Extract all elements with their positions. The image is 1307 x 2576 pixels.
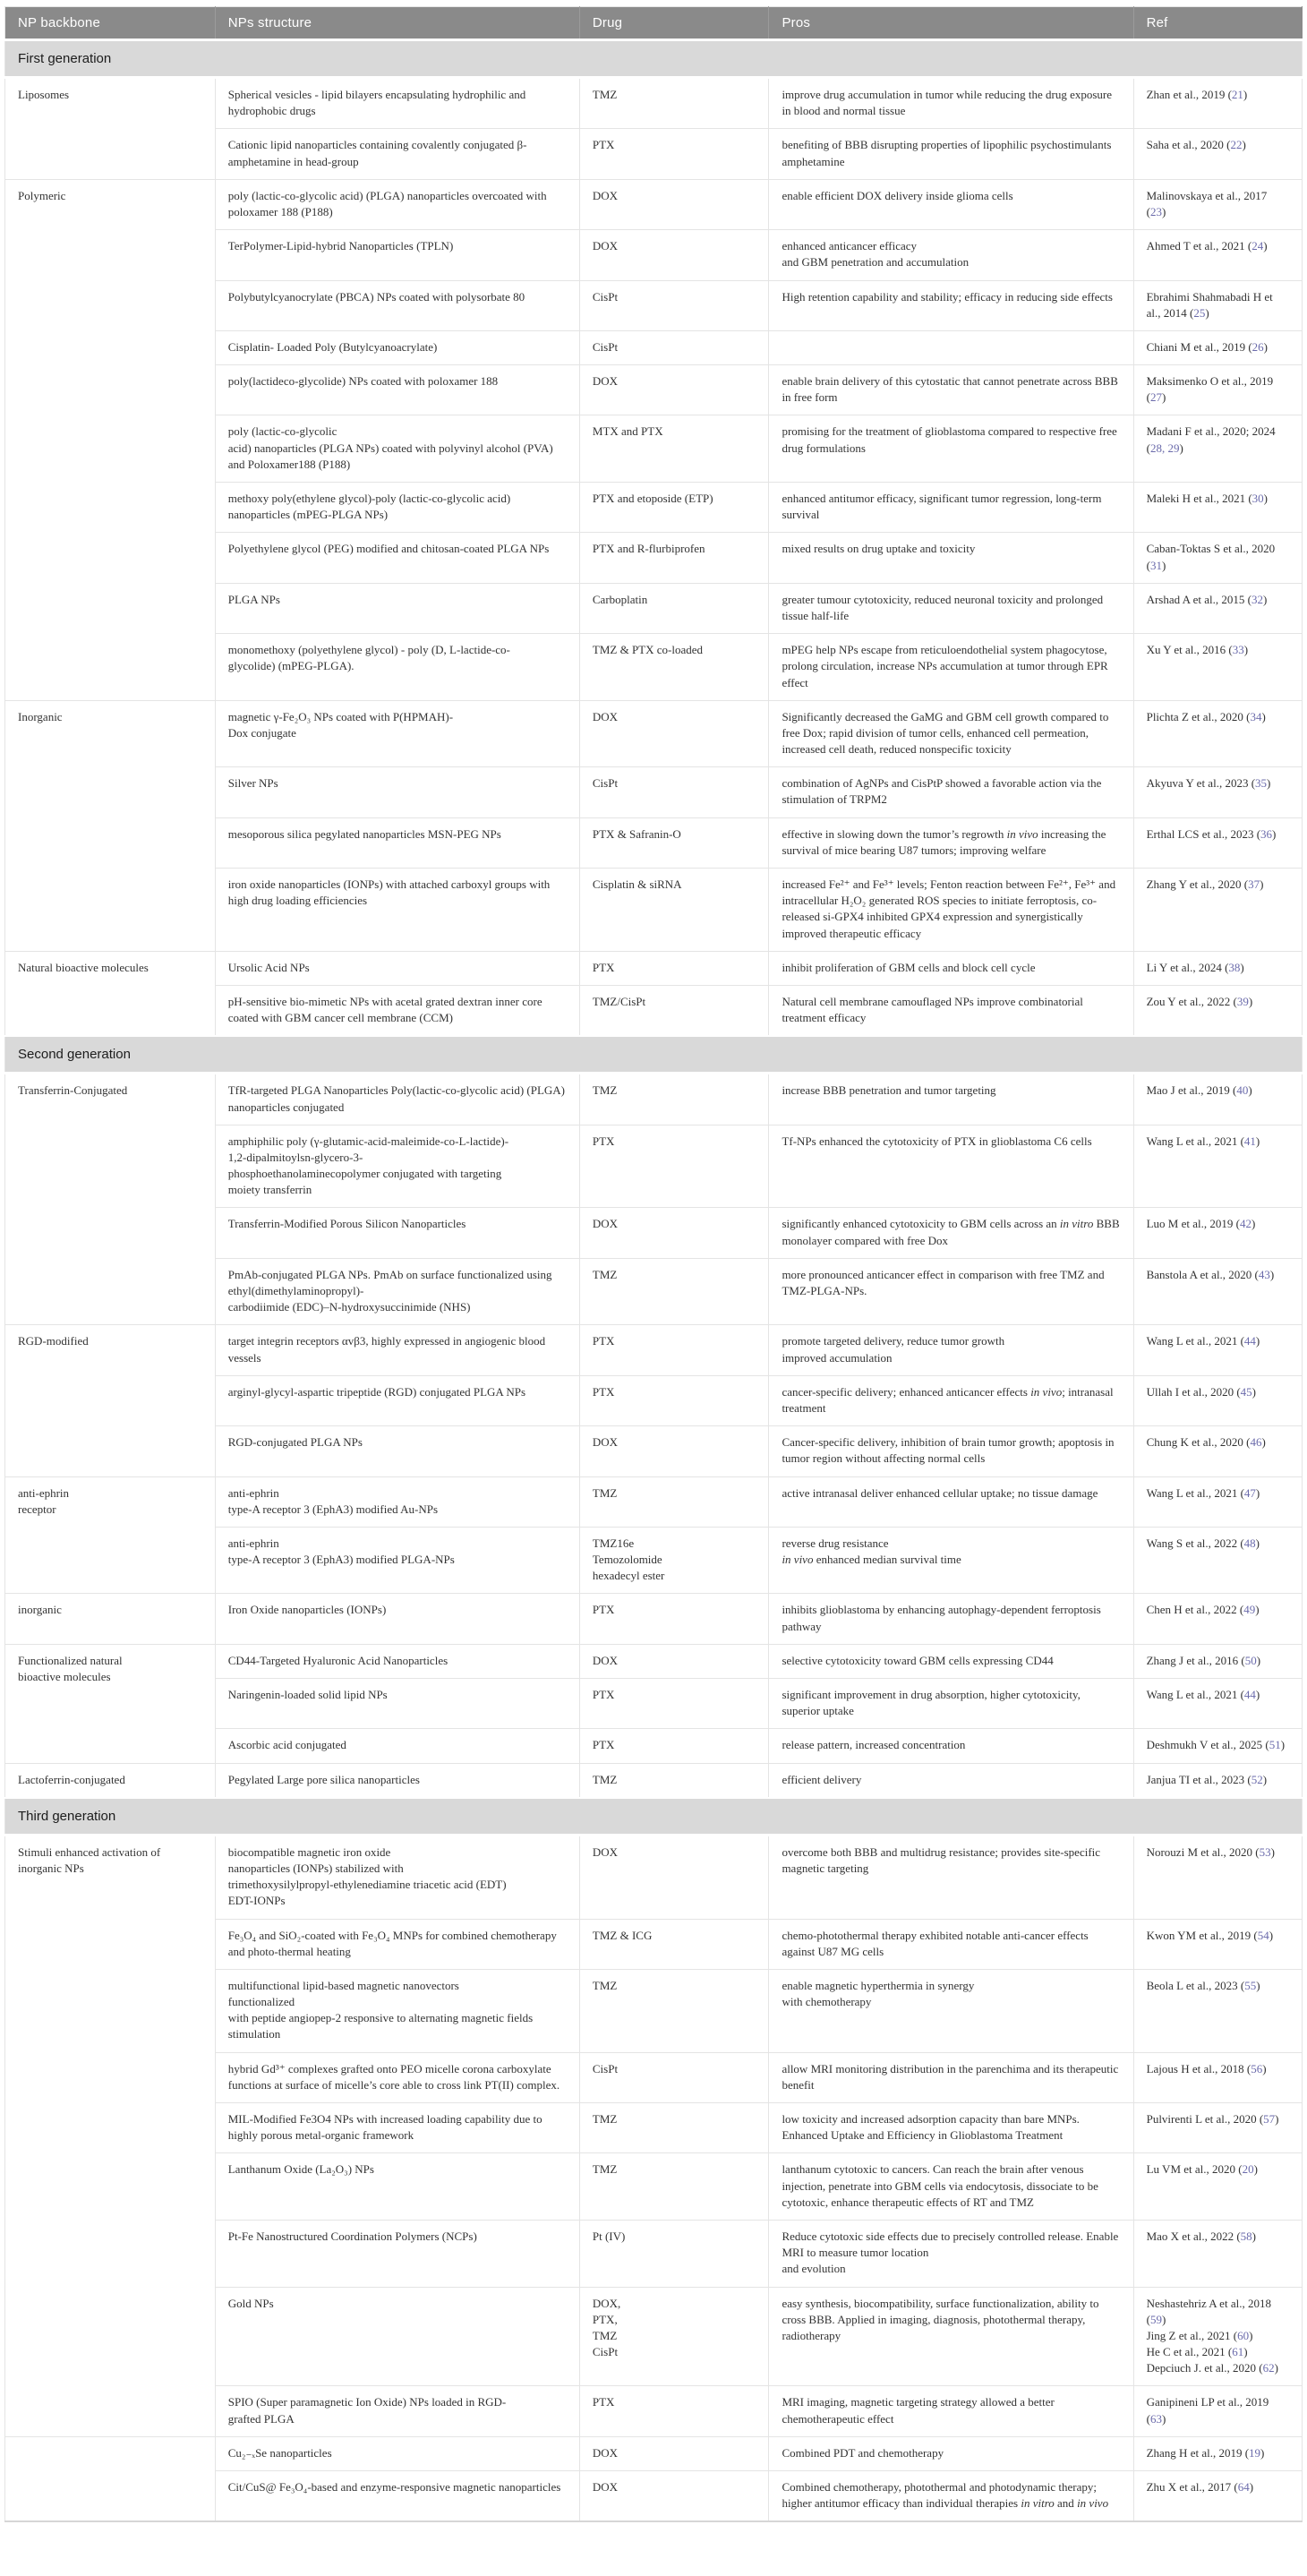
drug-cell: DOX [579,179,769,229]
structure-cell: monomethoxy (polyethylene glycol) - poly (D, L-lactide-co- glycolide) (mPEG-PLGA). [215,634,579,701]
pros-cell: active intranasal deliver enhanced cellular uptake; no tissue damage [769,1476,1133,1527]
drug-cell: TMZ [579,1258,769,1325]
section-title: Second generation [5,1036,1303,1074]
structure-cell: magnetic γ-Fe₂O₃ NPs coated with P(HPMAH)- Dox conjugate [215,700,579,767]
section-row [5,1798,1303,1836]
pros-cell: chemo-photothermal therapy exhibited notable anti-cancer effects against U87 MG cells [769,1919,1133,1969]
drug-cell: PTX & Safranin-O [579,817,769,868]
pros-cell: combination of AgNPs and CisPtP showed a favorable action via the stimulation of TRPM2 [769,767,1133,817]
structure-cell: multifunctional lipid-based magnetic nanovectors functionalized with peptide angiopep-2 responsive to alternating magnetic fields stimulation [215,1969,579,2052]
backbone-cell: Natural bioactive molecules [5,951,216,1036]
ref-cell: Saha et al., 2020 (22) [1133,129,1302,179]
drug-cell: DOX [579,1644,769,1678]
ref-link[interactable]: 51 [1269,1738,1281,1752]
column-header-ref: Ref [1133,7,1302,40]
np-table [4,6,1303,2522]
ref-link[interactable]: 62 [1262,2361,1275,2375]
backbone-cell: Liposomes [5,78,216,180]
ref-cell: Ahmed T et al., 2021 (24) [1133,230,1302,280]
drug-cell: PTX [579,1679,769,1729]
table-row [5,1644,1303,1678]
structure-cell: Fe₃O₄ and SiO₂-coated with Fe₃O₄ MNPs for combined chemotherapy and photo-thermal heating [215,1919,579,1969]
ref-link[interactable]: 50 [1244,1653,1257,1667]
pros-cell: Reduce cytotoxic side effects due to precisely controlled release. Enable MRI to measure tumor location and evolution [769,2220,1133,2287]
structure-cell: RGD-conjugated PLGA NPs [215,1426,579,1476]
table-row [5,1763,1303,1798]
structure-cell: target integrin receptors αvβ3, highly expressed in angiogenic blood vessels [215,1325,579,1375]
drug-cell: DOX [579,1835,769,1919]
pros-cell: low toxicity and increased adsorption capacity than bare MNPs. Enhanced Uptake and Efficiency in Glioblastoma Treatment [769,2103,1133,2153]
pros-cell: reverse drug resistance in vivo enhanced median survival time [769,1527,1133,1594]
backbone-cell [5,2436,216,2521]
ref-link[interactable]: 39 [1236,994,1249,1008]
structure-cell: hybrid Gd³⁺ complexes grafted onto PEO micelle corona carboxylate functions at surface of micelle’s core able to cross link PT(II) complex. [215,2052,579,2102]
ref-link[interactable]: 54 [1257,1928,1269,1942]
ref-link[interactable]: 59 [1149,2312,1162,2326]
ref-cell: Li Y et al., 2024 (38) [1133,951,1302,985]
ref-cell: Ullah I et al., 2020 (45) [1133,1375,1302,1425]
ref-link[interactable]: 22 [1230,138,1243,152]
structure-cell: TfR-targeted PLGA Nanoparticles Poly(lactic-co-glycolic acid) (PLGA) nanoparticles conjugated [215,1074,579,1125]
ref-cell: Arshad A et al., 2015 (32) [1133,583,1302,633]
structure-cell: MIL-Modified Fe3O4 NPs with increased loading capability due to highly porous metal-organic framework [215,2103,579,2153]
pros-cell: Significantly decreased the GaMG and GBM cell growth compared to free Dox; rapid division of tumor cells, enhanced cell permeation, increased cell death, reduced nonspecific toxicity [769,700,1133,767]
structure-cell: Ascorbic acid conjugated [215,1729,579,1763]
ref-cell: Plichta Z et al., 2020 (34) [1133,700,1302,767]
ref-cell: Wang L et al., 2021 (47) [1133,1476,1302,1527]
drug-cell: DOX, PTX, TMZ CisPt [579,2287,769,2386]
ref-cell: Mao J et al., 2019 (40) [1133,1074,1302,1125]
table-row [5,1074,1303,1125]
structure-cell: Iron Oxide nanoparticles (IONPs) [215,1594,579,1644]
ref-link[interactable]: 48 [1243,1536,1256,1550]
structure-cell: Lanthanum Oxide (La₂O₃) NPs [215,2153,579,2221]
ref-cell: Zou Y et al., 2022 (39) [1133,985,1302,1036]
structure-cell: poly(lactideco-glycolide) NPs coated with poloxamer 188 [215,365,579,415]
pros-cell: mixed results on drug uptake and toxicity [769,533,1133,583]
drug-cell: TMZ [579,2103,769,2153]
ref-cell: Maleki H et al., 2021 (30) [1133,483,1302,533]
drug-cell: DOX [579,700,769,767]
ref-link[interactable]: 43 [1258,1267,1270,1281]
drug-cell: CisPt [579,767,769,817]
ref-link[interactable]: 34 [1250,709,1262,723]
drug-cell: TMZ16e Temozolomide hexadecyl ester [579,1527,769,1594]
drug-cell: TMZ & ICG [579,1919,769,1969]
backbone-cell: Polymeric [5,179,216,700]
ref-link[interactable]: 19 [1249,2445,1261,2460]
section-title: First generation [5,40,1303,78]
ref-link[interactable]: 26 [1251,339,1264,354]
table-row [5,951,1303,985]
drug-cell: CisPt [579,2052,769,2102]
ref-cell: Deshmukh V et al., 2025 (51) [1133,1729,1302,1763]
drug-cell: PTX and etoposide (ETP) [579,483,769,533]
structure-cell: Cit/CuS@ Fe₃O₄-based and enzyme-responsive magnetic nanoparticles [215,2471,579,2522]
drug-cell: PTX [579,2386,769,2436]
pros-cell: efficient delivery [769,1763,1133,1798]
ref-cell: Madani F et al., 2020; 2024 (28, 29) [1133,415,1302,483]
drug-cell: DOX [579,2436,769,2470]
ref-cell: Luo M et al., 2019 (42) [1133,1208,1302,1258]
ref-link[interactable]: 41 [1243,1134,1256,1148]
pros-cell: Natural cell membrane camouflaged NPs improve combinatorial treatment efficacy [769,985,1133,1036]
structure-cell: Naringenin-loaded solid lipid NPs [215,1679,579,1729]
drug-cell: Cisplatin & siRNA [579,869,769,952]
pros-cell: improve drug accumulation in tumor while reducing the drug exposure in blood and normal tissue [769,78,1133,129]
ref-cell: Xu Y et al., 2016 (33) [1133,634,1302,701]
pros-cell: promising for the treatment of glioblastoma compared to respective free drug formulations [769,415,1133,483]
pros-cell: enable brain delivery of this cytostatic that cannot penetrate across BBB in free form [769,365,1133,415]
structure-cell: poly (lactic-co-glycolic acid) nanoparticles (PLGA NPs) coated with polyvinyl alcohol (PVA) and Poloxamer188 (P188) [215,415,579,483]
ref-link[interactable]: 60 [1237,2328,1250,2342]
structure-cell: iron oxide nanoparticles (IONPs) with attached carboxyl groups with high drug loading efficiencies [215,869,579,952]
structure-cell: Silver NPs [215,767,579,817]
backbone-cell: RGD-modified [5,1325,216,1476]
ref-link[interactable]: 47 [1243,1485,1256,1500]
ref-link[interactable]: 38 [1228,960,1241,974]
pros-cell: High retention capability and stability; efficacy in reducing side effects [769,280,1133,330]
column-header-drug: Drug [579,7,769,40]
structure-cell: Cisplatin- Loaded Poly (Butylcyanoacrylate) [215,330,579,364]
pros-cell: Combined chemotherapy, photothermal and photodynamic therapy; higher antitumor efficacy than individual therapies in vitro and in vivo [769,2471,1133,2522]
ref-link[interactable]: 25 [1193,305,1206,320]
structure-cell: Transferrin-Modified Porous Silicon Nanoparticles [215,1208,579,1258]
ref-link[interactable]: 58 [1240,2229,1252,2243]
structure-cell: Gold NPs [215,2287,579,2386]
drug-cell: DOX [579,1208,769,1258]
ref-cell: Lajous H et al., 2018 (56) [1133,2052,1302,2102]
ref-cell: Chung K et al., 2020 (46) [1133,1426,1302,1476]
table-row [5,700,1303,767]
structure-cell: anti-ephrin type-A receptor 3 (EphA3) modified PLGA-NPs [215,1527,579,1594]
drug-cell: PTX [579,951,769,985]
drug-cell: TMZ [579,2153,769,2221]
ref-link[interactable]: 27 [1149,390,1162,405]
ref-cell: Caban-Toktas S et al., 2020 (31) [1133,533,1302,583]
ref-link[interactable]: 64 [1237,2480,1250,2494]
structure-cell: amphiphilic poly (γ-glutamic-acid-maleimide-co-L-lactide)- 1,2-dipalmitoylsn-glycero-3- phosphoethanolaminecopolymer conjugated with targeting moiety transferrin [215,1125,579,1208]
ref-cell: Erthal LCS et al., 2023 (36) [1133,817,1302,868]
table-row [5,1476,1303,1527]
backbone-cell: anti-ephrin receptor [5,1476,216,1594]
drug-cell: TMZ & PTX co-loaded [579,634,769,701]
ref-cell: Ganipineni LP et al., 2019 (63) [1133,2386,1302,2436]
drug-cell: CisPt [579,280,769,330]
ref-cell: Lu VM et al., 2020 (20) [1133,2153,1302,2221]
ref-link[interactable]: 63 [1149,2411,1162,2426]
ref-cell: Zhang Y et al., 2020 (37) [1133,869,1302,952]
pros-cell: allow MRI monitoring distribution in the parenchima and its therapeutic benefit [769,2052,1133,2102]
backbone-cell: Inorganic [5,700,216,951]
ref-cell: Beola L et al., 2023 (55) [1133,1969,1302,2052]
drug-cell: PTX [579,129,769,179]
ref-cell: Chiani M et al., 2019 (26) [1133,330,1302,364]
ref-link[interactable]: 52 [1251,1772,1263,1786]
structure-cell: biocompatible magnetic iron oxide nanoparticles (IONPs) stabilized with trimethoxysilylpropyl-ethylenediamine triacetic acid (EDT) EDT-IONPs [215,1835,579,1919]
pros-cell: lanthanum cytotoxic to cancers. Can reach the brain after venous injection, penetrate into GBM cells via endocytosis, dissociate to be cytotoxic, enhance therapeutic effects of RT and TMZ [769,2153,1133,2221]
drug-cell: PTX [579,1594,769,1644]
structure-cell: PLGA NPs [215,583,579,633]
pros-cell: enable magnetic hyperthermia in synergy with chemotherapy [769,1969,1133,2052]
table-row [5,1594,1303,1644]
ref-cell: Wang L et al., 2021 (44) [1133,1325,1302,1375]
drug-cell: DOX [579,2471,769,2522]
ref-cell: Zhang H et al., 2019 (19) [1133,2436,1302,2470]
ref-link[interactable]: 32 [1251,592,1263,606]
drug-cell: PTX [579,1729,769,1763]
pros-cell: release pattern, increased concentration [769,1729,1133,1763]
structure-cell: Ursolic Acid NPs [215,951,579,985]
backbone-cell: Transferrin-Conjugated [5,1074,216,1325]
pros-cell: increase BBB penetration and tumor targeting [769,1074,1133,1125]
drug-cell: TMZ/CisPt [579,985,769,1036]
drug-cell: TMZ [579,1476,769,1527]
ref-cell: Zhan et al., 2019 (21) [1133,78,1302,129]
ref-link[interactable]: 42 [1239,1217,1251,1231]
ref-link[interactable]: 44 [1243,1334,1256,1348]
drug-cell: PTX and R-flurbiprofen [579,533,769,583]
table-row [5,78,1303,129]
pros-cell: enable efficient DOX delivery inside glioma cells [769,179,1133,229]
ref-cell: Zhu X et al., 2017 (64) [1133,2471,1302,2522]
ref-link[interactable]: 49 [1243,1603,1256,1617]
ref-cell: Ebrahimi Shahmabadi H et al., 2014 (25) [1133,280,1302,330]
ref-link[interactable]: 31 [1149,558,1162,572]
table-row [5,1835,1303,1919]
pros-cell: mPEG help NPs escape from reticuloendothelial system phagocytose, prolong circulation, increase NPs accumulation at tumor through EPR effect [769,634,1133,701]
drug-cell: TMZ [579,1074,769,1125]
ref-cell: Chen H et al., 2022 (49) [1133,1594,1302,1644]
ref-cell: Neshastehriz A et al., 2018 (59) Jing Z et al., 2021 (60) He C et al., 2021 (61) Depciuch J. et al., 2020 (62) [1133,2287,1302,2386]
structure-cell: anti-ephrin type-A receptor 3 (EphA3) modified Au-NPs [215,1476,579,1527]
ref-link[interactable]: 23 [1149,204,1162,218]
pros-cell: increased Fe²⁺ and Fe³⁺ levels; Fenton reaction between Fe²⁺, Fe³⁺ and intracellular H₂O₂ generated ROS species to initiate ferroptosis, co-released si-GPX4 inhibited GPX4 expression and synergistically improved therapeutic efficacy [769,869,1133,952]
ref-cell: Wang L et al., 2021 (41) [1133,1125,1302,1208]
ref-cell: Wang L et al., 2021 (44) [1133,1679,1302,1729]
pros-cell: overcome both BBB and multidrug resistance; provides site-specific magnetic targeting [769,1835,1133,1919]
table-row [5,179,1303,229]
structure-cell: Polybutylcyanocrylate (PBCA) NPs coated with polysorbate 80 [215,280,579,330]
pros-cell: effective in slowing down the tumor’s regrowth in vivo increasing the survival of mice bearing U87 tumors; improving welfare [769,817,1133,868]
structure-cell: mesoporous silica pegylated nanoparticles MSN-PEG NPs [215,817,579,868]
pros-cell: Combined PDT and chemotherapy [769,2436,1133,2470]
ref-link[interactable]: 30 [1251,492,1264,505]
pros-cell: promote targeted delivery, reduce tumor growth improved accumulation [769,1325,1133,1375]
backbone-cell: Functionalized natural bioactive molecules [5,1644,216,1763]
drug-cell: PTX [579,1375,769,1425]
table-row [5,2436,1303,2470]
pros-cell: benefiting of BBB disrupting properties of lipophilic psychostimulants amphetamine [769,129,1133,179]
pros-cell: more pronounced anticancer effect in comparison with free TMZ and TMZ-PLGA-NPs. [769,1258,1133,1325]
ref-link[interactable]: 61 [1232,2345,1244,2359]
pros-cell: inhibits glioblastoma by enhancing autophagy-dependent ferroptosis pathway [769,1594,1133,1644]
drug-cell: PTX [579,1325,769,1375]
structure-cell: TerPolymer-Lipid-hybrid Nanoparticles (TPLN) [215,230,579,280]
structure-cell: pH-sensitive bio-mimetic NPs with acetal grated dextran inner core coated with GBM cancer cell membrane (CCM) [215,985,579,1036]
ref-link[interactable]: 28, 29 [1149,441,1180,455]
pros-cell: Tf-NPs enhanced the cytotoxicity of PTX in glioblastoma C6 cells [769,1125,1133,1208]
ref-cell: Mao X et al., 2022 (58) [1133,2220,1302,2287]
drug-cell: DOX [579,230,769,280]
structure-cell: poly (lactic-co-glycolic acid) (PLGA) nanoparticles overcoated with poloxamer 188 (P188) [215,179,579,229]
pros-cell: inhibit proliferation of GBM cells and block cell cycle [769,951,1133,985]
backbone-cell: Stimuli enhanced activation of inorganic NPs [5,1835,216,2436]
ref-cell: Malinovskaya et al., 2017 (23) [1133,179,1302,229]
structure-cell: SPIO (Super paramagnetic Ion Oxide) NPs loaded in RGD- grafted PLGA [215,2386,579,2436]
ref-link[interactable]: 46 [1250,1435,1262,1450]
pros-cell: enhanced antitumor efficacy, significant tumor regression, long-term survival [769,483,1133,533]
table-row [5,1325,1303,1375]
header-row [5,7,1303,40]
ref-link[interactable]: 24 [1251,239,1264,253]
ref-link[interactable]: 37 [1248,877,1260,891]
section-row [5,1036,1303,1074]
drug-cell: Pt (IV) [579,2220,769,2287]
drug-cell: TMZ [579,1969,769,2052]
structure-cell: Pegylated Large pore silica nanoparticles [215,1763,579,1798]
drug-cell: MTX and PTX [579,415,769,483]
structure-cell: Pt-Fe Nanostructured Coordination Polymers (NCPs) [215,2220,579,2287]
pros-cell: cancer-specific delivery; enhanced anticancer effects in vivo; intranasal treatment [769,1375,1133,1425]
pros-cell: significantly enhanced cytotoxicity to GBM cells across an in vitro BBB monolayer compared with free Dox [769,1208,1133,1258]
drug-cell: DOX [579,1426,769,1476]
ref-cell: Akyuva Y et al., 2023 (35) [1133,767,1302,817]
ref-cell: Zhang J et al., 2016 (50) [1133,1644,1302,1678]
section-row [5,40,1303,78]
ref-link[interactable]: 40 [1236,1083,1249,1098]
ref-link[interactable]: 35 [1255,776,1268,791]
ref-link[interactable]: 44 [1243,1688,1256,1701]
pros-cell: easy synthesis, biocompatibility, surface functionalization, ability to cross BBB. Applied in imaging, diagnosis, photothermal therapy, radiotherapy [769,2287,1133,2386]
pros-cell: Cancer-specific delivery, inhibition of brain tumor growth; apoptosis in tumor region without affecting normal cells [769,1426,1133,1476]
ref-link[interactable]: 20 [1242,2162,1254,2177]
structure-cell: Polyethylene glycol (PEG) modified and chitosan-coated PLGA NPs [215,533,579,583]
ref-link[interactable]: 33 [1232,643,1244,657]
ref-cell: Kwon YM et al., 2019 (54) [1133,1919,1302,1969]
ref-link[interactable]: 56 [1251,2061,1263,2075]
column-header-nps-structure: NPs structure [215,7,579,40]
structure-cell: PmAb-conjugated PLGA NPs. PmAb on surface functionalized using ethyl(dimethylaminopropyl)- carbodiimide (EDC)–N-hydroxysuccinimide (NHS) [215,1258,579,1325]
ref-link[interactable]: 45 [1240,1384,1252,1399]
pros-cell: significant improvement in drug absorption, higher cytotoxicity, superior uptake [769,1679,1133,1729]
drug-cell: DOX [579,365,769,415]
ref-cell: Pulvirenti L et al., 2020 (57) [1133,2103,1302,2153]
drug-cell: TMZ [579,1763,769,1798]
ref-link[interactable]: 57 [1263,2112,1276,2126]
drug-cell: PTX [579,1125,769,1208]
structure-cell: Spherical vesicles - lipid bilayers encapsulating hydrophilic and hydrophobic drugs [215,78,579,129]
column-header-np-backbone: NP backbone [5,7,216,40]
backbone-cell: inorganic [5,1594,216,1644]
structure-cell: Cu₂₋ₓSe nanoparticles [215,2436,579,2470]
column-header-pros: Pros [769,7,1133,40]
pros-cell: greater tumour cytotoxicity, reduced neuronal toxicity and prolonged tissue half-life [769,583,1133,633]
backbone-cell: Lactoferrin-conjugated [5,1763,216,1798]
ref-cell: Maksimenko O et al., 2019 (27) [1133,365,1302,415]
ref-link[interactable]: 53 [1259,1844,1271,1859]
pros-cell: enhanced anticancer efficacy and GBM penetration and accumulation [769,230,1133,280]
drug-cell: TMZ [579,78,769,129]
ref-link[interactable]: 21 [1231,88,1243,101]
structure-cell: CD44-Targeted Hyaluronic Acid Nanoparticles [215,1644,579,1678]
ref-link[interactable]: 55 [1244,1978,1257,1992]
structure-cell: methoxy poly(ethylene glycol)-poly (lactic-co-glycolic acid) nanoparticles (mPEG-PLGA NPs) [215,483,579,533]
pros-cell: MRI imaging, magnetic targeting strategy allowed a better chemotherapeutic effect [769,2386,1133,2436]
drug-cell: Carboplatin [579,583,769,633]
structure-cell: arginyl-glycyl-aspartic tripeptide (RGD) conjugated PLGA NPs [215,1375,579,1425]
section-title: Third generation [5,1798,1303,1836]
ref-cell: Banstola A et al., 2020 (43) [1133,1258,1302,1325]
pros-cell: selective cytotoxicity toward GBM cells expressing CD44 [769,1644,1133,1678]
ref-cell: Wang S et al., 2022 (48) [1133,1527,1302,1594]
ref-cell: Janjua TI et al., 2023 (52) [1133,1763,1302,1798]
pros-cell [769,330,1133,364]
ref-cell: Norouzi M et al., 2020 (53) [1133,1835,1302,1919]
ref-link[interactable]: 36 [1260,826,1273,841]
structure-cell: Cationic lipid nanoparticles containing covalently conjugated β-amphetamine in head-group [215,129,579,179]
drug-cell: CisPt [579,330,769,364]
